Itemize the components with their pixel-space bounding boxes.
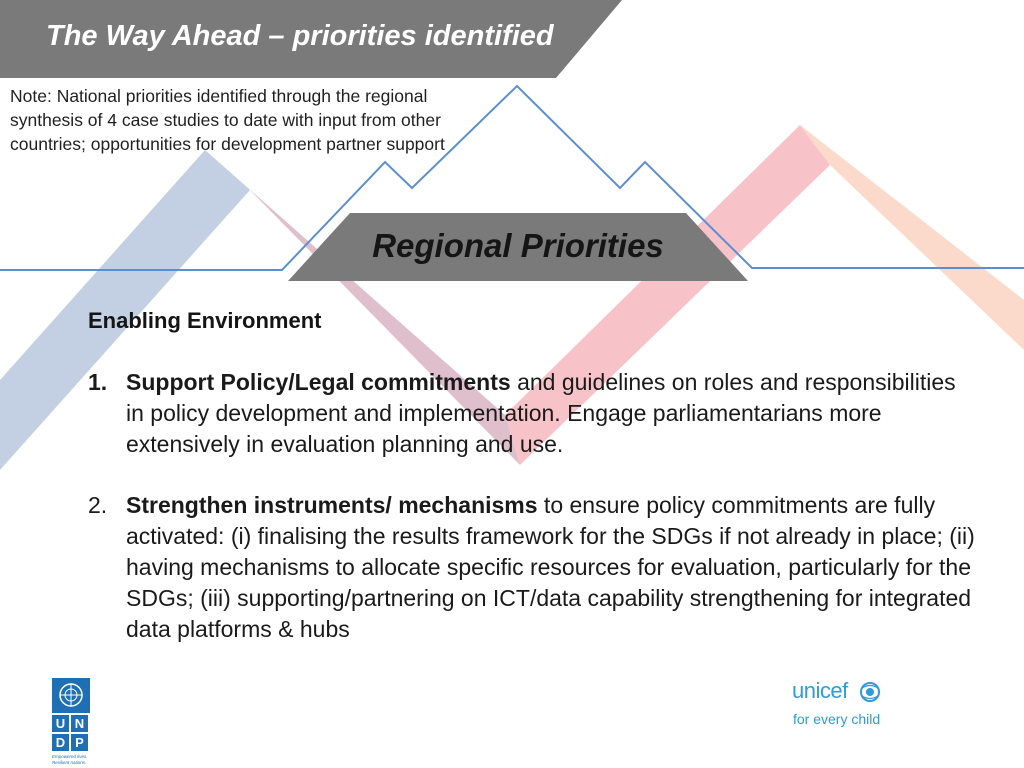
un-emblem-icon (52, 678, 90, 713)
undp-tagline-line-2: Resilient nations. (52, 759, 87, 765)
undp-logo (52, 678, 90, 766)
priority-number: 1. (88, 369, 108, 395)
priority-item-1 (88, 367, 976, 460)
undp-letter: N (71, 715, 88, 732)
chevron-band-peach (800, 125, 1024, 350)
undp-letter: U (52, 715, 69, 732)
unicef-tagline: for every child (793, 711, 881, 727)
priority-text: and guidelines on roles and responsibilities in policy development and implementation. Engage parliamentarians more extensively in evaluation planning and use. (126, 369, 956, 457)
priority-lead: Support Policy/Legal commitments (126, 369, 511, 395)
priority-body (126, 490, 976, 645)
enabling-environment-heading: Enabling Environment (88, 308, 322, 333)
note-text: Note: National priorities identified through the regional synthesis of 4 case studies to date with input from other countries; opportunities for development partner support (10, 86, 445, 154)
section-banner (288, 213, 748, 281)
undp-letter: P (71, 734, 88, 751)
undp-tagline (52, 754, 112, 765)
title-banner (0, 0, 622, 78)
undp-letter: D (52, 734, 69, 751)
page-title: The Way Ahead – priorities identified (46, 20, 554, 52)
undp-tagline-line-1: Empowered lives. (52, 754, 88, 759)
section-title: Regional Priorities (372, 227, 664, 264)
unicef-wordmark: unicef (792, 678, 848, 703)
priority-body (126, 367, 976, 460)
unicef-logo (792, 678, 902, 728)
unicef-globe-icon (859, 681, 881, 703)
priority-lead: Strengthen instruments/ mechanisms (126, 492, 538, 518)
priority-item-2 (88, 490, 976, 645)
priority-number: 2. (88, 492, 108, 518)
priority-text: to ensure policy commitments are fully activated: (i) finalising the results framework for the SDGs if not already in place; (ii) having mechanisms to allocate specific resources for evaluation, particularly for the SDGs; (iii) supporting/partnering on ICT/data capability strengthening for integrated data platforms & hubs (126, 492, 975, 642)
